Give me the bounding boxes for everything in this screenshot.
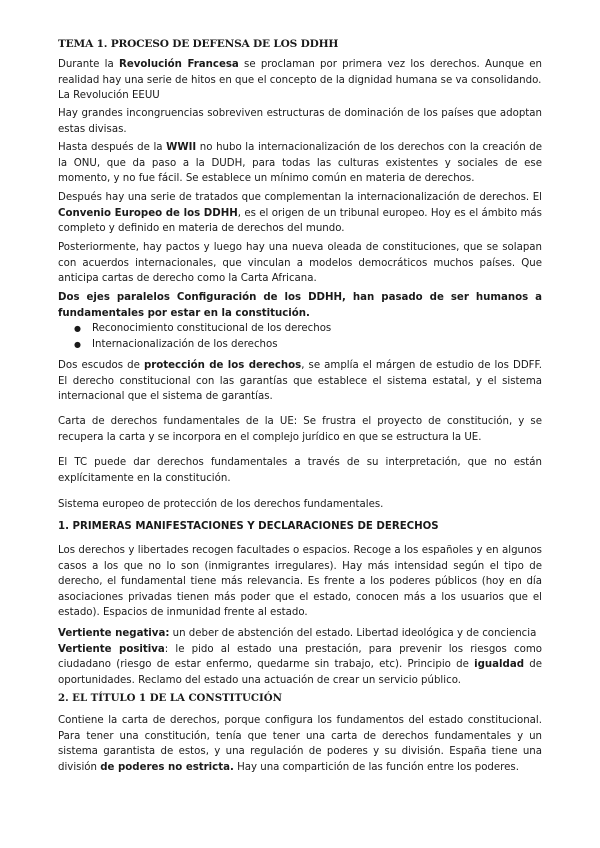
paragraph-sistema-europeo: Sistema europeo de protección de los derechos fundamentales.: [58, 499, 384, 510]
text-run: un deber de abstención del estado. Libertad ideológica y de conciencia: [169, 628, 537, 639]
bold-run: protección de los derechos: [143, 360, 302, 371]
text-run: de oportunidades. Reclamo del estado una actuación de crear un servicio público.: [58, 659, 542, 686]
paragraph-posteriormente: Posteriormente, hay pactos y luego hay una nueva oleada de constituciones, que se solapan con acuerdos internacionales, que vinculan a modelos democráticos muchos países. Que anticipa cartas de derecho como la Carta Africana.: [58, 242, 542, 285]
section-heading-1: 1. PRIMERAS MANIFESTACIONES Y DECLARACIONES DE DERECHOS: [58, 521, 439, 532]
list-item: ● Reconocimiento constitucional de los derechos: [58, 321, 542, 337]
paragraph-revolucion-francesa: [58, 57, 542, 104]
text-run: Durante la: [58, 59, 119, 70]
text-run: se proclaman por primera vez los derechos. Aunque en realidad hay una serie de hitos en que el concepto de la dignidad humana se va consolidando.: [58, 59, 542, 86]
bold-run: de poderes no estricta.: [100, 761, 234, 773]
bold-run: Convenio Europeo de los DDHH: [58, 207, 238, 219]
paragraph-convenio-europeo: [58, 190, 542, 237]
bold-run: Revolución Francesa: [118, 59, 239, 70]
text-run: , se amplía el márgen de estudio de los DDFF. El derecho constitucional con las garantías que establece el sistema estatal, y el sistema internacional que el sistema de garantías.: [58, 360, 542, 403]
bold-run: Vertiente negativa:: [58, 628, 170, 639]
text-run: Después hay una serie de tratados que complementan la internacionalización de derechos. El: [58, 192, 542, 203]
bold-run: Vertiente positiva: [58, 643, 165, 655]
paragraph-carta-ue: Carta de derechos fundamentales de la UE: Se frustra el proyecto de constitución, y se recupera la carta y se incorpora en el complejo jurídico en que se estructura la UE.: [58, 416, 542, 443]
text-run: , es el origen de un tribunal europeo. Hoy es el ámbito más completo y definido en materia de derechos del mundo.: [58, 207, 542, 235]
text-run: no hubo la internacionalización de los derechos con la creación de la ONU, que da paso a la DUDH, para todas las culturas existentes y sociales de ese momento, y no fue fácil. Se establece un mínimo común en materia de derechos.: [58, 142, 543, 185]
text-run: Dos escudos de: [58, 360, 144, 371]
paragraph-dos-ejes: Dos ejes paralelos Configuración de los DDHH, han pasado de ser humanos a fundamentales por estar en la constitución.: [58, 292, 542, 319]
text-run: : le pido al estado una prestación, para prevenir los riesgos como ciudadano (riesgo de estar enfermo, quedarme sin trabajo, etc). Principio de: [58, 643, 542, 671]
paragraph-tc: El TC puede dar derechos fundamentales a través de su interpretación, que no están explícitamente en la constitución.: [58, 457, 542, 484]
paragraph-derechos-libertades: Los derechos y libertades recogen facultades o espacios. Recoge a los españoles y en algunos casos a los que no lo son (inmigrantes irregulares). Hay más intensidad según el tipo de derecho, el fundamental tiene más relevancia. Es frente a los poderes públicos (hoy en día asociaciones privadas tienen más poder que el estado, conocen más a los usuarios que el estado). Espacios de inmunidad frente al estado.: [58, 545, 542, 619]
bullet-list: [58, 321, 542, 352]
bold-run: igualdad: [474, 659, 524, 671]
paragraph-titulo-1: [58, 713, 542, 775]
text-run: Hasta después de la: [58, 142, 167, 153]
paragraph-wwii: [58, 140, 542, 187]
list-item: ● Internacionalización de los derechos: [58, 337, 542, 353]
paragraph-vertientes: [58, 626, 542, 688]
paragraph-dos-escudos: [58, 358, 542, 405]
bold-run: WWII: [166, 142, 197, 153]
document-title: TEMA 1. PROCESO DE DEFENSA DE LOS DDHH: [58, 38, 339, 50]
paragraph-incongruencias: Hay grandes incongruencias sobreviven estructuras de dominación de los países que adoptan estas divisas.: [58, 108, 542, 135]
text-run: La Revolución EEUU: [58, 90, 160, 102]
text-run: Contiene la carta de derechos, porque configura los fundamentos del estado constitucional. Para tener una constitución, tenía que tener una carta de derechos fundamentales y un sistema garantista de estos, y una regulación de poderes y su división. España tiene una división: [58, 715, 542, 773]
text-run: Hay una compartición de las función entre los poderes.: [233, 761, 519, 773]
section-heading-2: 2. EL TÍTULO 1 DE LA CONSTITUCIÓN: [58, 692, 282, 704]
